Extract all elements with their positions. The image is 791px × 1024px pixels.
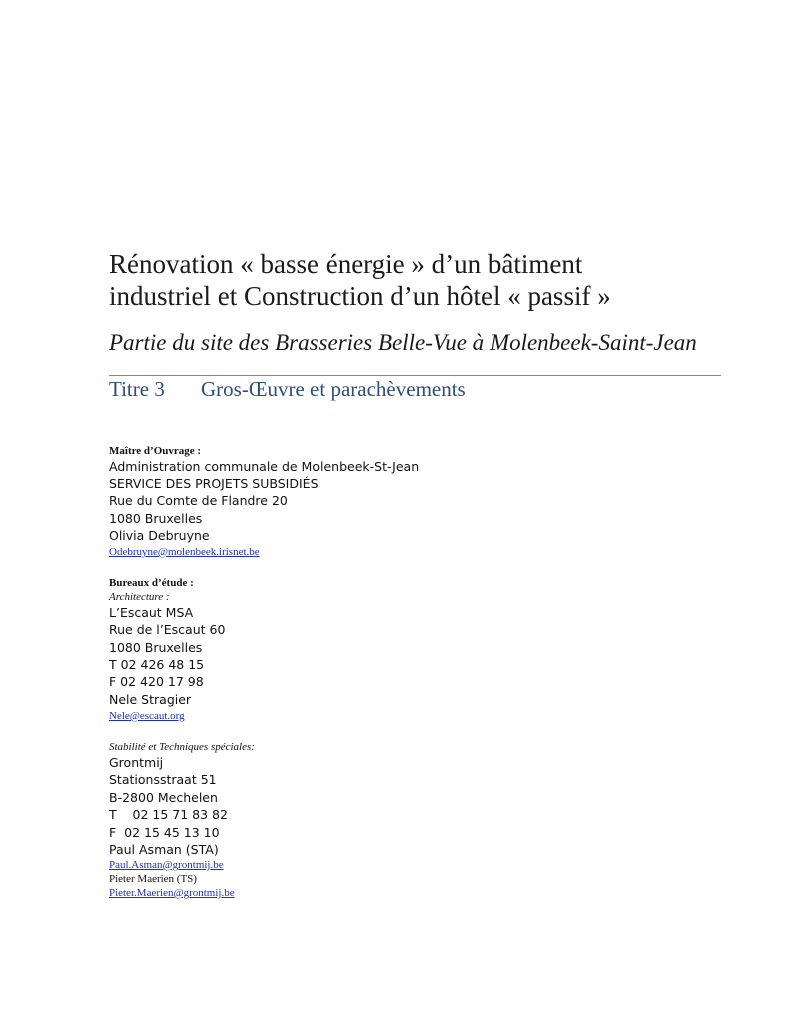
architecture-fax: F 02 420 17 98 [109, 674, 204, 689]
owner-line: Rue du Comte de Flandre 20 [109, 493, 288, 508]
stability-label: Stabilité et Techniques spéciales: [109, 741, 255, 753]
owner-line: Administration communale de Molenbeek-St-Jean [109, 459, 420, 474]
architecture-line: L’Escaut MSA [109, 605, 194, 620]
architecture-line: 1080 Bruxelles [109, 640, 203, 655]
architecture-contact: Nele Stragier [109, 692, 192, 707]
owner-line: 1080 Bruxelles [109, 511, 203, 526]
section-title: Gros-Œuvre et parachèvements [201, 377, 466, 401]
section-heading [109, 377, 466, 402]
bureaux-heading: Bureaux d’étude : [109, 577, 194, 589]
stability-contact-2: Pieter Maerien (TS) [109, 873, 197, 885]
stability-line: B-2800 Mechelen [109, 790, 218, 805]
owner-heading: Maître d’Ouvrage : [109, 445, 202, 457]
stability-line: Grontmij [109, 755, 164, 770]
stability-phone: T 02 15 71 83 82 [109, 807, 228, 822]
stability-email-link[interactable]: Paul.Asman@grontmij.be [109, 859, 224, 871]
document-title-line-1: Rénovation « basse énergie » d’un bâtiment [109, 249, 583, 279]
document-title-line-2: industriel et Construction d’un hôtel « passif » [109, 281, 611, 311]
owner-email-link[interactable]: Odebruyne@molenbeek.irisnet.be [109, 546, 260, 558]
section-number: Titre 3 [109, 377, 165, 401]
architecture-phone: T 02 426 48 15 [109, 657, 205, 672]
stability-email-link-2[interactable]: Pieter.Maerien@grontmij.be [109, 887, 235, 899]
document-title [109, 248, 729, 312]
architecture-label: Architecture : [109, 591, 170, 603]
owner-contact: Olivia Debruyne [109, 528, 210, 543]
stability-fax: F 02 15 45 13 10 [109, 825, 220, 840]
architecture-line: Rue de l’Escaut 60 [109, 622, 226, 637]
stability-line: Stationsstraat 51 [109, 772, 217, 787]
architecture-email-link[interactable]: Nele@escaut.org [109, 710, 185, 722]
owner-line: SERVICE DES PROJETS SUBSIDIÉS [109, 476, 319, 491]
title-divider [109, 375, 721, 376]
document-subtitle: Partie du site des Brasseries Belle-Vue à Molenbeek-Saint-Jean [109, 330, 697, 355]
stability-contact: Paul Asman (STA) [109, 842, 219, 857]
